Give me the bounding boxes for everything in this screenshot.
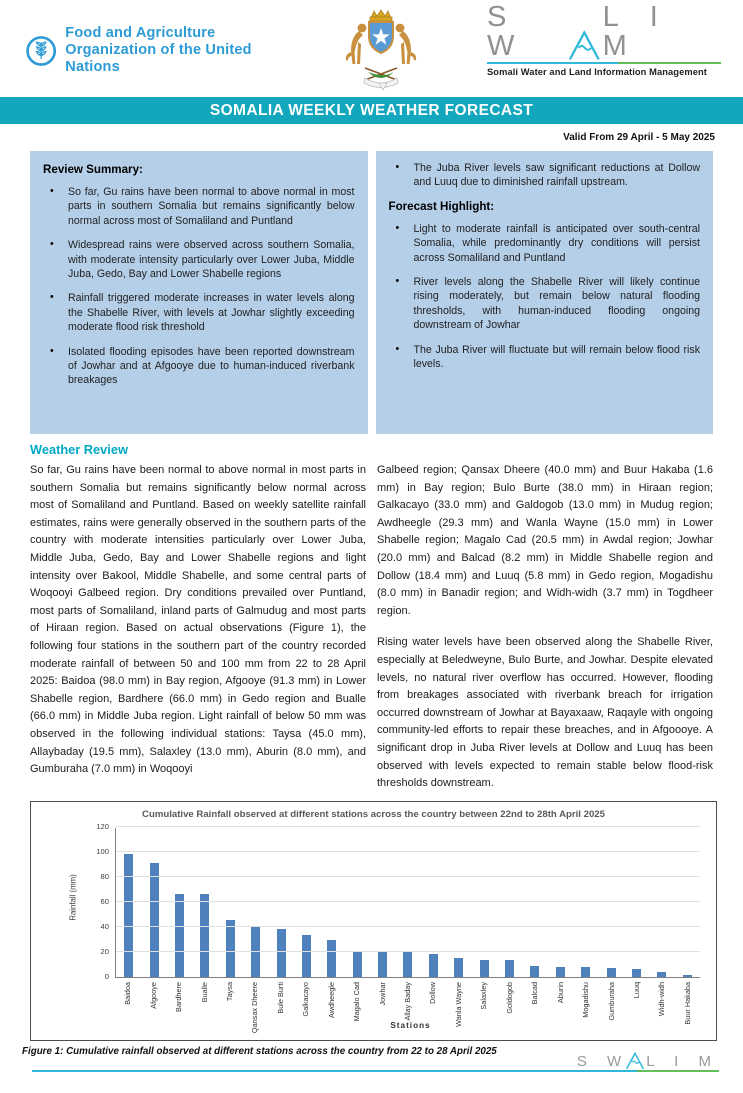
footer-rule: [32, 1070, 719, 1072]
x-tick-label: Bule Burti: [275, 981, 285, 1014]
chart-plot: [68, 821, 700, 981]
bullet-marker: •: [395, 342, 400, 355]
swalim-letters-left: S W: [487, 0, 527, 62]
paragraph: So far, Gu rains have been normal to above normal in most parts in southern Somalia but remains significantly below normal across most of Somaliland and Puntland. Based on weekly satellite rainfall estimates, rains were generally observed in the southern parts of the country with moderate intensities particularly over Lower Juba, Middle Juba, Gedo, Bay and Lower Shabelle regions and light intensity over Bakool, Middle Shabelle, and some central parts of Woqooyi Galbeed region. Dry conditions prevailed over Puntland, most parts of Somaliland, inland parts of Galmudug and most parts of Hiraan region. Based on actual observations (Figure 1), the following four stations in the southern part of the country recorded moderate rainfall of between 50 and 100 mm from 22 to 28 April 2025: Baidoa (98.0 mm) in Bay region, Afgooye (91.3 mm) in Lower Shabelle region, Bardhere (66.0 mm) in Gedo region and Bualle (66.0 mm) in Middle Juba region. Light rainfall of below 50 mm was observed in the following individual stations: Taysa (45.0 mm), Allaybaday (19.5 mm), Salaxley (13.0 mm), Aburin (8.0 mm), and Gumburaha (7.0 mm) in Woqooyi: [30, 464, 366, 776]
page-footer: [0, 1051, 743, 1093]
x-tick: [547, 978, 572, 1028]
bar-Magalo Cad: [353, 951, 362, 977]
x-tick: [166, 978, 191, 1028]
bullet-text: Widespread rains were observed across southern Somalia, with moderate intensity particularly over Lower Juba, Middle Juba, Gedo, Bay and Lower Shabelle regions: [68, 239, 355, 281]
bar-Afgooye: [150, 863, 159, 977]
bullet-text: So far, Gu rains have been normal to above normal in most parts in southern Somalia but remains significantly below normal across most of Somaliland and Puntland: [68, 186, 355, 227]
forecast-list: [389, 222, 701, 372]
x-tick: [522, 978, 547, 1028]
x-tick-label: Awdheegle: [326, 981, 336, 1018]
bullet-item: [43, 185, 355, 228]
x-tick: [293, 978, 318, 1028]
bullet-marker: •: [50, 238, 54, 251]
swalim-underline: [487, 62, 721, 64]
swalim-letters-left: S W: [576, 1053, 630, 1070]
x-tick-label: Taysa: [224, 981, 234, 1001]
bullet-item: [389, 343, 701, 372]
page-title: SOMALIA WEEKLY WEATHER FORECAST: [209, 101, 534, 119]
bar-Balcad: [530, 966, 539, 976]
summary-boxes: [0, 149, 743, 434]
swalim-letters-right: L I M: [646, 1053, 719, 1070]
shield-icon: [369, 22, 393, 53]
bar-Buur Hakaba: [683, 975, 692, 977]
bar-Aburin: [556, 967, 565, 977]
title-banner: [0, 97, 743, 124]
x-tick-label: Salaxley: [479, 981, 489, 1010]
bar-Dollow: [429, 954, 438, 977]
chart-title: Cumulative Rainfall observed at different stations across the country between 22nd to 28th April 2025: [142, 808, 605, 820]
x-tick: [268, 978, 293, 1028]
bar-Qansax Dheere: [251, 927, 260, 977]
x-tick-label: Jowhar: [377, 981, 387, 1006]
weather-review-body: [0, 460, 743, 793]
gridline: [116, 901, 700, 902]
bullet-item: [43, 345, 355, 388]
bullet-text: Isolated flooding episodes have been reported downstream of Jowhar and at Afgooye due to human-induced riverbank breakages: [68, 345, 355, 387]
weather-review-heading: Weather Review: [30, 442, 128, 457]
fao-org-name: Food and Agriculture Organization of the United Nations: [65, 24, 252, 76]
swalim-letters-right: L I M: [602, 0, 670, 62]
bar-Awdheegle: [327, 940, 336, 977]
x-tick: [344, 978, 369, 1028]
y-tick-label: 60: [100, 896, 109, 906]
gridline: [116, 851, 700, 852]
bar-Taysa: [226, 920, 235, 976]
y-axis-label: Rainfall (mm): [68, 874, 78, 921]
y-tick-label: 100: [96, 846, 109, 856]
bar-Allay Baday: [403, 952, 412, 976]
bar-Jowhar: [378, 952, 387, 977]
bullet-marker: •: [50, 344, 54, 357]
x-tick-label: Wanla Wayne: [453, 981, 463, 1027]
swalim-mountain-icon: [568, 28, 601, 62]
bar-Baidoa: [124, 854, 133, 977]
forecast-title: Forecast Highlight:: [388, 199, 495, 213]
bullet-item: [389, 161, 701, 190]
x-tick: [649, 978, 674, 1028]
review-summary-box: [30, 151, 368, 434]
bullet-text: Rainfall triggered moderate increases in water levels along the Shabelle River, with levels at Jowhar slightly exceeding moderate flood risk threshold: [68, 292, 355, 334]
bar-Salaxley: [480, 960, 489, 976]
x-tick-label: Balcad: [530, 981, 540, 1004]
gridline: [116, 926, 700, 927]
bullet-text: The Juba River levels saw significant reductions at Dollow and Luuq due to diminished rainfall upstream.: [413, 162, 700, 189]
y-tick-label: 80: [100, 871, 109, 881]
x-tick-label: Magalo Cad: [352, 981, 362, 1022]
x-tick-label: Bualle: [199, 981, 209, 1002]
valid-date-line: Valid From 29 April - 5 May 2025: [563, 132, 715, 143]
x-tick-label: Afgooye: [148, 981, 158, 1009]
y-tick-label: 0: [104, 971, 109, 981]
bar-Bardhere: [175, 894, 184, 977]
bullet-text: Light to moderate rainfall is anticipated over south-central Somalia, while predominantly dry conditions will persist across Somaliland and Puntland: [413, 222, 700, 264]
bullet-marker: •: [50, 291, 54, 304]
bar-Wanla Wayne: [454, 958, 463, 977]
x-tick-label: Mogadishu: [581, 981, 591, 1018]
bar-Bule Burti: [277, 929, 286, 977]
swalim-footer-logo: [577, 1051, 719, 1069]
y-tick-label: 40: [100, 921, 109, 931]
bar-Luuq: [632, 969, 641, 976]
swalim-logo-block: [487, 0, 721, 77]
fao-logo-icon: [26, 22, 56, 80]
x-tick-label: Goldogob: [504, 981, 514, 1014]
x-tick: [446, 978, 471, 1028]
gridline: [116, 876, 700, 877]
crown-icon: [370, 10, 392, 21]
x-tick-label: Dollow: [428, 981, 438, 1004]
x-tick-label: Widh-widh: [657, 981, 667, 1016]
bar-Galkacayo: [302, 935, 311, 976]
x-tick-label: Galkacayo: [301, 981, 311, 1017]
bar-Widh-widh: [657, 972, 666, 977]
bar-Goldogob: [505, 960, 514, 976]
y-tick-label: 20: [100, 946, 109, 956]
swalim-tagline: Somali Water and Land Information Management: [487, 66, 707, 77]
paragraph: Galbeed region; Qansax Dheere (40.0 mm) and Buur Hakaba (1.6 mm) in Bay region; Bulo Burte (38.0 mm) in Hiraan region; Galkacayo (33.0 mm) and Galdogob (13.0 mm) in Mudug region; Awdheegle (29.3 mm) and Wanla Wayne (15.0 mm) in Lower Shabelle region; Magalo Cad (20.5 mm) in Awdal region; Jowhar (20.0 mm) and Balcad (8.2 mm) in Middle Shabelle region and Dollow (18.4 mm) and Luuq (5.8 mm) in Gedo region, Mogadishu (8.0 mm) in Banadir region; and Widh-widh (3.7 mm) in Togdheer region.: [377, 464, 713, 617]
x-tick: [140, 978, 165, 1028]
y-tick-label: 120: [96, 821, 109, 831]
bullet-item: [389, 222, 701, 265]
swalim-wordmark: [487, 0, 721, 62]
bullet-marker: •: [50, 185, 54, 197]
x-tick: [624, 978, 649, 1028]
x-tick-label: Aburin: [555, 981, 565, 1003]
bullet-text: The Juba River will fluctuate but will remain below flood risk levels.: [413, 343, 700, 371]
x-tick: [115, 978, 140, 1028]
figure-caption: Figure 1: Cumulative rainfall observed at different stations across the country from 22 to 28 April 2025: [22, 1045, 497, 1057]
paragraph: Rising water levels have been observed along the Shabelle River, especially at Beledweyne, Bulo Burte, and Jowhar. Despite elevated levels, no natural river overflow has occurred. However, flooding from breakages associated with riverbank breach for irrigation occurred downstream of Jowhar at Bayaxaaw, Raqayle with ongoing community-led efforts to repair these breaches, and in Afgoooye. A significant drop in Juba River levels at Dollow and Luuq has been observed with levels expected to remain stable below flood-risk thresholds downstream.: [377, 636, 713, 790]
x-tick-label: Buur Hakaba: [682, 981, 692, 1025]
base-ornament-icon: [364, 68, 398, 90]
x-tick: [598, 978, 623, 1028]
bullet-marker: •: [395, 275, 400, 288]
chart-x-labels: [115, 978, 700, 1033]
leopard-right-icon: [395, 23, 416, 63]
x-tick: [242, 978, 267, 1033]
gridline: [116, 951, 700, 952]
x-tick: [471, 978, 496, 1028]
x-tick-label: Allay Baday: [403, 981, 413, 1021]
swalim-mountain-icon: [625, 1051, 645, 1070]
forecast-box: [376, 151, 714, 434]
bullet-item: [43, 238, 355, 281]
x-tick: [191, 978, 216, 1028]
bullet-item: [389, 275, 701, 333]
fao-logo-block: [26, 22, 274, 80]
somalia-coat-of-arms: [335, 8, 427, 94]
x-tick-label: Baidoa: [123, 981, 133, 1005]
x-tick: [497, 978, 522, 1028]
x-tick: [217, 978, 242, 1028]
x-tick: [319, 978, 344, 1028]
weather-review-left-column: [30, 462, 366, 793]
x-tick-label: Qansax Dheere: [250, 981, 260, 1033]
page-header: [0, 0, 743, 97]
bar-Mogadishu: [581, 967, 590, 977]
x-tick-label: Luuq: [631, 981, 641, 998]
bullet-marker: •: [395, 161, 400, 173]
x-tick: [573, 978, 598, 1028]
x-tick-label: Gumburaha: [606, 981, 616, 1021]
bullet-text: River levels along the Shabelle River will likely continue rising moderately, but remain below natural flooding thresholds, with human-induced flooding ongoing downstream of Jowhar: [413, 276, 700, 332]
review-summary-list: [43, 185, 355, 388]
bar-Bualle: [200, 894, 209, 977]
rainfall-chart: [30, 801, 717, 1041]
x-tick-label: Bardhere: [174, 981, 184, 1012]
leopard-left-icon: [345, 23, 366, 63]
bar-Gumburaha: [607, 968, 616, 977]
x-axis-label: Stations: [390, 1020, 431, 1030]
forecast-lead-list: [389, 161, 701, 190]
gridline: [116, 826, 700, 827]
x-tick: [675, 978, 700, 1028]
bullet-marker: •: [395, 221, 400, 234]
weather-review-right-column: [377, 462, 713, 793]
review-summary-title: Review Summary:: [43, 163, 143, 176]
bullet-item: [43, 291, 355, 334]
